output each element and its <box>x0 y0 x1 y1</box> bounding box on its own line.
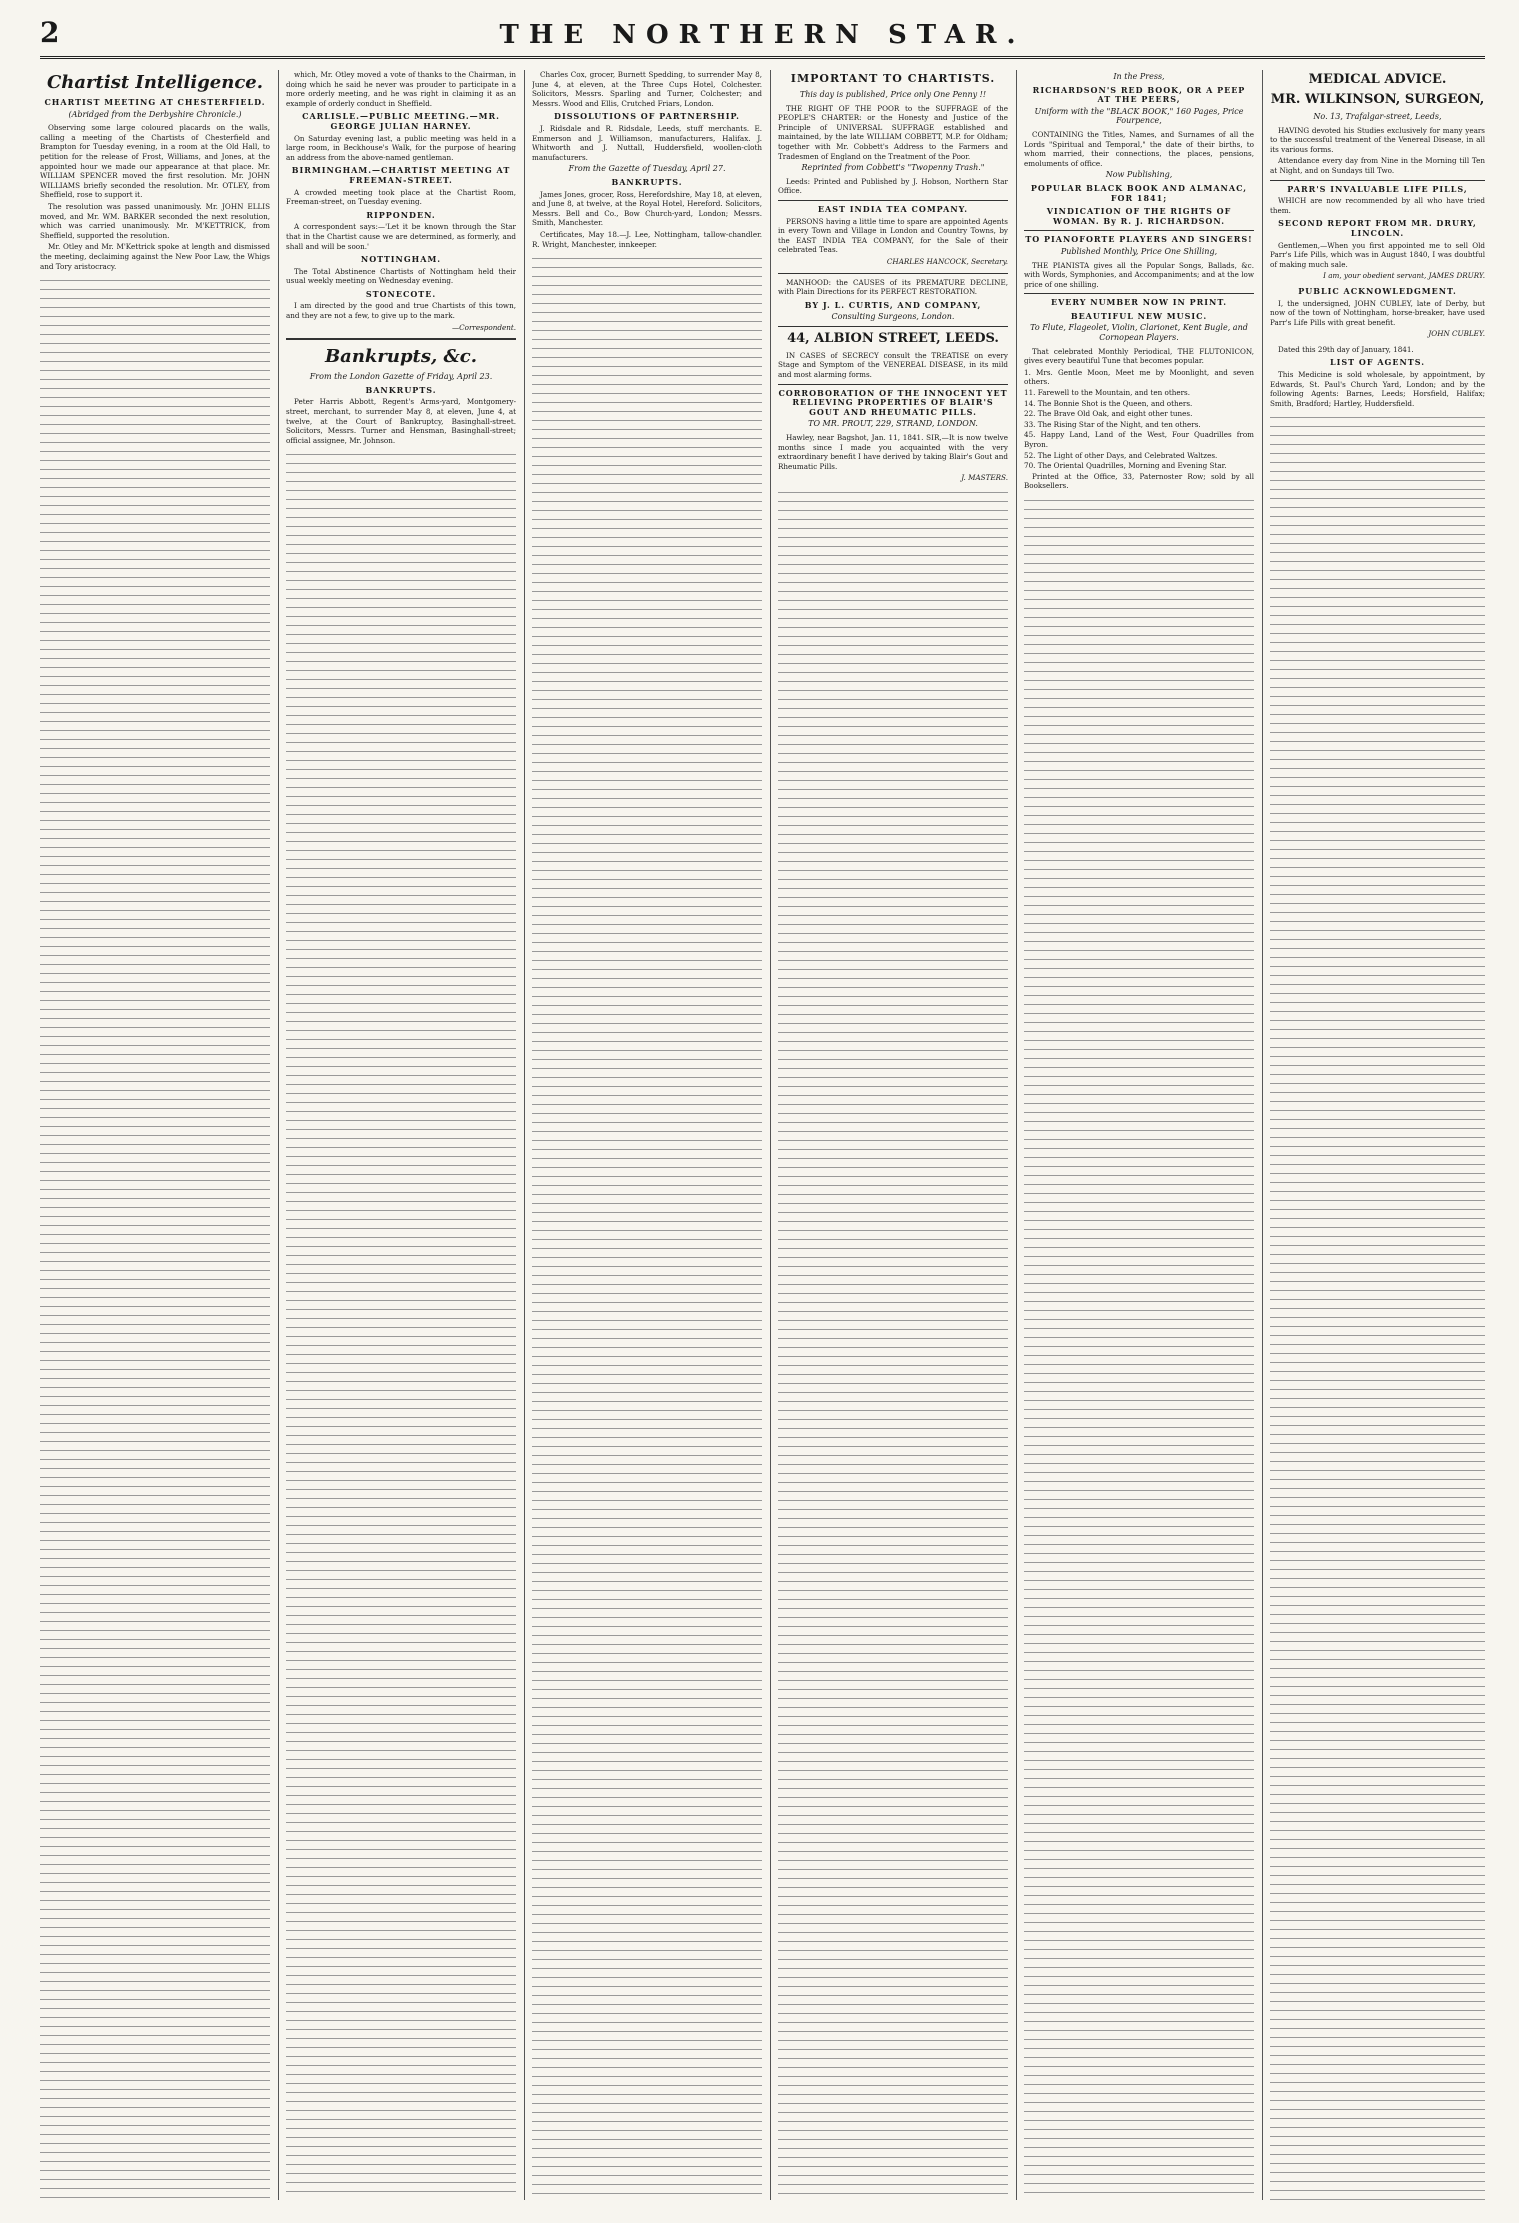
story-text: A correspondent says:—'Let it be known through the Star that in the Chartist cause we are determined, as formerly, and shall and will be soon.' <box>286 222 516 251</box>
medical-header-title: MEDICAL ADVICE. <box>1308 72 1447 87</box>
piano-subtitle: Published Monthly, Price One Shilling, <box>1060 246 1218 256</box>
notice-publisher: Leeds: Printed and Published by J. Hobson, Northern Star Office. <box>778 176 1008 196</box>
divider <box>1270 180 1485 181</box>
story-text: On Saturday evening last, a public meeting was held in a large room, in Beckhouse's Walk, for the purpose of hearing an address from the above-named gentleman. <box>286 133 516 162</box>
piano-title: TO PIANOFORTE PLAYERS AND SINGERS! <box>1025 234 1253 245</box>
albion-title: 44, ALBION STREET, LEEDS. <box>787 330 999 346</box>
body-text-block <box>1024 497 1254 2200</box>
column-rule <box>278 70 279 2200</box>
music-title: BEAUTIFUL NEW MUSIC. <box>1070 310 1208 321</box>
press-line: In the Press, <box>1113 72 1165 81</box>
tea-signature: CHARLES HANCOCK, Secretary. <box>886 256 1008 266</box>
paper-title: THE NORTHERN STAR. <box>499 20 1026 50</box>
medical-intro: HAVING devoted his Studies exclusively for many years to the successful treatment of the Venereal Disease, in all its various forms. <box>1270 125 1485 154</box>
medical-header-address: No. 13, Trafalgar-street, Leeds, <box>1313 112 1442 121</box>
agents-title: LIST OF AGENTS. <box>1330 357 1425 368</box>
corroboration-text: Hawley, near Bagshot, Jan. 11, 1841. SIR,—It is now twelve months since I made you acquainted with the very extraordinary benefit I have derived by taking Blair's Gout and Rheumatic Pills. <box>778 433 1008 471</box>
almanac-title: POPULAR BLACK BOOK AND ALMANAC, FOR 1841; <box>1030 182 1248 203</box>
report-text: Gentlemen,—When you first appointed me to sell Old Parr's Life Pills, which was in August 1840, I was doubtful of making much sale. <box>1270 240 1485 269</box>
column-5 <box>1024 70 1254 2200</box>
published-line: Now Publishing, <box>1105 170 1173 180</box>
book-title: RICHARDSON'S RED BOOK, OR A PEEP AT THE PEERS, <box>1032 84 1246 105</box>
divider <box>778 200 1008 201</box>
masthead <box>40 14 1485 59</box>
tea-title: EAST INDIA TEA COMPANY. <box>817 203 969 214</box>
body-text-block <box>778 489 1008 2200</box>
story-title: CARLISLE.—PUBLIC MEETING.—MR. GEORGE JULIAN HARNEY. <box>302 111 500 131</box>
notice-subtitle: This day is published, Price only One Penny !! <box>799 90 987 99</box>
column-3 <box>532 70 762 2200</box>
bankrupts-subtitle: BANKRUPTS. <box>611 176 683 187</box>
list-item: 33. The Rising Star of the Night, and ten others. <box>1024 419 1201 429</box>
story-title: CHARTIST MEETING AT CHESTERFIELD. <box>44 97 266 107</box>
column-6 <box>1270 70 1485 2200</box>
cubley-text: I, the undersigned, JOHN CUBLEY, late of Derby, but now of the town of Nottingham, horse-breaker, have used Parr's Life Pills with great benefit. <box>1270 298 1485 327</box>
story-signoff: —Correspondent. <box>451 322 516 332</box>
corroboration-signature: J. MASTERS. <box>961 473 1008 483</box>
body-text-block <box>40 277 270 2200</box>
bankrupts-source: From the London Gazette of Friday, April 23. <box>309 372 493 382</box>
column-rule <box>770 70 771 2200</box>
section-title: Chartist Intelligence. <box>46 72 264 93</box>
body-text-block <box>532 255 762 2200</box>
bankrupts-text: Peter Harris Abbott, Regent's Arms-yard, Montgomery-street, merchant, to surrender May 8, at eleven, June 4, at twelve, at the Court of Bankruptcy, Basinghall-street. Solicitors, Messrs. Turner and Hensman, Basinghall-street; official assignee, Mr. Johnson. <box>286 397 516 445</box>
column-1 <box>40 70 270 2200</box>
music-subtitle: To Flute, Flageolet, Violin, Clarionet, Kent Bugle, and Cornopean Players. <box>1030 323 1248 343</box>
divider <box>778 273 1008 274</box>
vindication-title: VINDICATION OF THE RIGHTS OF WOMAN. By R. J. RICHARDSON. <box>1046 206 1232 226</box>
book-text: CONTAINING the Titles, Names, and Surnames of all the Lords "Spiritual and Temporal," the date of their births, to whom married, their connections, the places, pensions, emoluments of office. <box>1024 129 1254 168</box>
list-item: 45. Happy Land, Land of the West, Four Quadrilles from Byron. <box>1024 430 1254 449</box>
story-text: Mr. Otley and Mr. M'Kettrick spoke at length and dismissed the meeting, declaiming against the New Poor Law, the Whigs and Tory aristocracy. <box>40 242 270 271</box>
bankrupts-title: Bankrupts, &c. <box>324 346 478 368</box>
agents-text: This Medicine is sold wholesale, by appointment, by Edwards, St. Paul's Church Yard, London; and by the following Agents: Barnes, Leeds; Horsfield, Halifax; Smith, Bradford; Hartley, Huddersfield. <box>1270 370 1485 408</box>
medical-text: MANHOOD: the CAUSES of its PREMATURE DECLINE, with Plain Directions for its PERFECT RESTORATION. <box>778 277 1008 297</box>
story-title: STONECOTE. <box>365 288 437 299</box>
dissolutions-text: J. Ridsdale and R. Ridsdale, Leeds, stuff merchants. E. Emmerson and J. Williamson, manufacturers, Halifax. J. Whitworth and J. Nuttall, Huddersfield, woollen-cloth manufacturers. <box>532 123 762 162</box>
story-text: The Total Abstinence Chartists of Nottingham held their usual weekly meeting on Wednesday evening. <box>286 266 516 286</box>
medical-author: BY J. L. CURTIS, AND COMPANY, <box>804 299 982 310</box>
corroboration-address: TO MR. PROUT, 229, STRAND, LONDON. <box>808 419 978 429</box>
pills-text: WHICH are now recommended by all who have tried them. <box>1270 196 1485 215</box>
music-text: That celebrated Monthly Periodical, THE FLUTONICON, gives every beautiful Tune that becomes popular. <box>1024 346 1254 366</box>
cubley-title: PUBLIC ACKNOWLEDGMENT. <box>1298 285 1457 296</box>
divider <box>286 338 516 340</box>
divider <box>778 326 1008 327</box>
list-item: 70. The Oriental Quadrilles, Morning and Evening Star. <box>1024 461 1227 471</box>
story-text: I am directed by the good and true Chartists of this town, and they are not a few, to give up to the mark. <box>286 301 516 321</box>
story-title: RIPPONDEN. <box>366 209 436 220</box>
divider <box>1024 230 1254 231</box>
divider <box>778 384 1008 385</box>
notice-title: IMPORTANT TO CHARTISTS. <box>790 72 996 85</box>
column-rule <box>1262 70 1263 2200</box>
medical-header-name: MR. WILKINSON, SURGEON, <box>1270 92 1485 107</box>
story-text: The resolution was passed unanimously. Mr. JOHN ELLIS moved, and Mr. WM. BARKER seconded the next resolution, which was carried unanimously. Mr. M'KETTRICK, from Sheffield, supported the resolution. <box>40 201 270 240</box>
story-title: NOTTINGHAM. <box>360 254 442 265</box>
bankrupts-text: James Jones, grocer, Ross, Herefordshire, May 18, at eleven, and June 8, at twelve, at the Royal Hotel, Hereford. Solicitors, Messrs. Bell and Co., Bow Church-yard, London; Messrs. Smith, Manchester. <box>532 189 762 228</box>
story-text: Observing some large coloured placards on the walls, calling a meeting of the Chartists of Chesterfield and Brampton for Tuesday evening, in a room at the Old Hall, to petition for the release of Frost, Williams, and Jones, at the appointed hour we made our appearance at that place. Mr. WILLIAM SPENCER moved the first resolution. Mr. JOHN WILLIAMS briefly seconded the resolution. Mr. OTLEY, from Sheffield, rose to support it. <box>40 123 270 200</box>
gazette-source: From the Gazette of Tuesday, April 27. <box>568 164 726 174</box>
story-text: Charles Cox, grocer, Burnett Spedding, to surrender May 8, June 4, at eleven, at the Three Cups Hotel, Colchester. Solicitors, Messrs. Sparling and Turner, Colchester; and Messrs. Wood and Ellis, Crutched Friars, London. <box>532 70 762 108</box>
column-rule <box>524 70 525 2200</box>
certificates-text: Certificates, May 18.—J. Lee, Nottingham, tallow-chandler. R. Wright, Manchester, innkeeper. <box>532 229 762 249</box>
notice-reprint: Reprinted from Cobbett's "Twopenny Trash." <box>801 163 985 173</box>
notice-text: THE RIGHT OF THE POOR to the SUFFRAGE of the PEOPLE'S CHARTER: or the Honesty and Justice of the Principle of UNIVERSAL SUFFRAGE established and maintained, by the late WILLIAM COBBETT, M.P. for Oldham; together with Mr. Cobbett's Address to the Farmers and Tradesmen of England on the Treatment of the Poor. <box>778 103 1008 161</box>
medical-hours: Attendance every day from Nine in the Morning till Ten at Night, and on Sundays till Two. <box>1270 156 1485 175</box>
body-text-block <box>1270 414 1485 2200</box>
story-title: BIRMINGHAM.—CHARTIST MEETING AT FREEMAN-STREET. <box>291 165 511 185</box>
tea-text: PERSONS having a little time to spare are appointed Agents in every Town and Village in London and Country Towns, by the EAST INDIA TEA COMPANY, for the Sale of their celebrated Teas. <box>778 216 1008 255</box>
report-title: SECOND REPORT FROM MR. DRURY, LINCOLN. <box>1278 218 1477 238</box>
music-footer: Printed at the Office, 33, Paternoster Row; sold by all Booksellers. <box>1024 471 1254 491</box>
list-item: 1. Mrs. Gentle Moon, Meet me by Moonlight, and seven others. <box>1024 367 1254 387</box>
medical-subtitle: Consulting Surgeons, London. <box>831 312 955 322</box>
list-item: 22. The Brave Old Oak, and eight other tunes. <box>1024 409 1193 419</box>
cubley-signature: JOHN CUBLEY. <box>1428 329 1485 339</box>
column-2 <box>286 70 516 2200</box>
book-subtitle: Uniform with the "BLACK BOOK," 160 Pages, Price Fourpence, <box>1034 106 1244 126</box>
piano-text: THE PIANISTA gives all the Popular Songs, Ballads, &c. with Words, Symphonies, and Accompaniments; and at the low price of one shilling. <box>1024 260 1254 289</box>
page-number: 2 <box>40 16 60 49</box>
story-text: A crowded meeting took place at the Chartist Room, Freeman-street, on Tuesday evening. <box>286 187 516 207</box>
pills-title: PARR'S INVALUABLE LIFE PILLS, <box>1287 183 1468 194</box>
report-signature: I am, your obedient servant, JAMES DRURY. <box>1323 271 1485 281</box>
number-title: EVERY NUMBER NOW IN PRINT. <box>1050 297 1228 308</box>
list-item: 11. Farewell to the Mountain, and ten others. <box>1024 388 1191 398</box>
body-text-block <box>286 451 516 2200</box>
bankrupts-subtitle: BANKRUPTS. <box>365 384 437 395</box>
column-4 <box>778 70 1008 2200</box>
cubley-date: Dated this 29th day of January, 1841. <box>1278 344 1414 354</box>
column-rule <box>1016 70 1017 2200</box>
divider <box>1024 293 1254 294</box>
story-source: (Abridged from the Derbyshire Chronicle.) <box>68 109 242 119</box>
story-text: which, Mr. Otley moved a vote of thanks to the Chairman, in doing which he said he never was prouder to participate in a more orderly meeting, and he was right in claiming it as an example of orderly conduct in Sheffield. <box>286 70 516 108</box>
albion-text: IN CASES of SECRECY consult the TREATISE on every Stage and Symptom of the VENEREAL DISEASE, in its mild and most alarming forms. <box>778 350 1008 380</box>
dissolutions-title: DISSOLUTIONS OF PARTNERSHIP. <box>554 111 740 122</box>
list-item: 52. The Light of other Days, and Celebrated Waltzes. <box>1024 450 1218 460</box>
list-item: 14. The Bonnie Shot is the Queen, and others. <box>1024 398 1193 408</box>
corroboration-title: CORROBORATION OF THE INNOCENT YET RELIEVING PROPERTIES OF BLAIR'S GOUT AND RHEUMATIC PILLS. <box>778 387 1008 417</box>
